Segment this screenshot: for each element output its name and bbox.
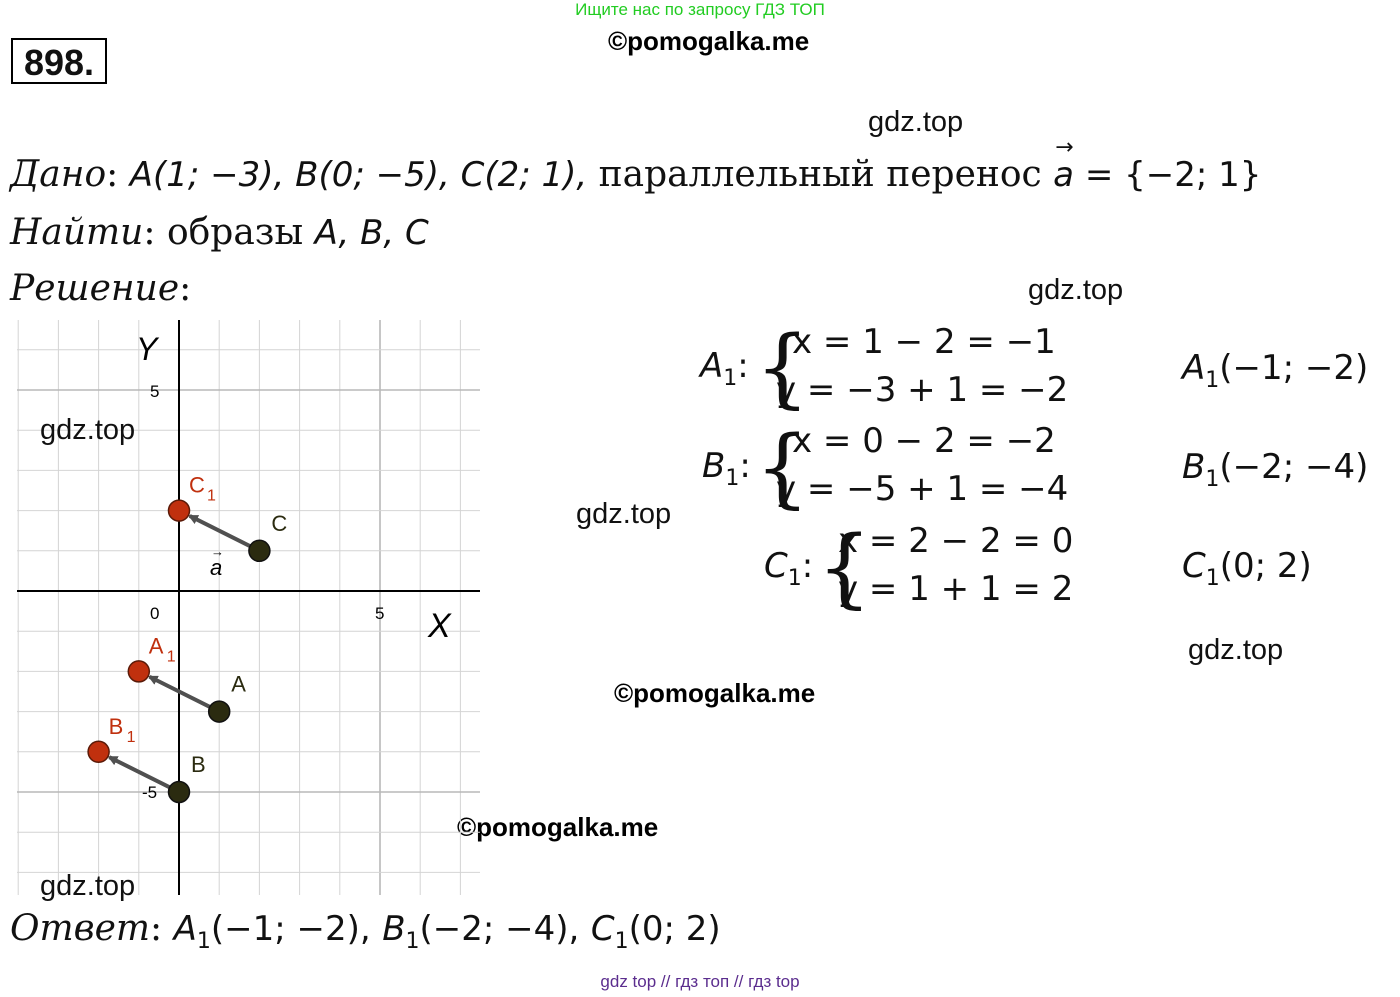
image-label-sub-b1: 1 (126, 728, 136, 746)
brace-c1: { (817, 518, 872, 618)
result-c1: $C_1(0$; 2) (1182, 546, 1312, 591)
watermark-gdz-4: gdz.top (1188, 634, 1284, 666)
point-label-c: C (271, 510, 288, 536)
watermark-gdz-3: gdz.top (576, 498, 672, 530)
vector-arrow-icon: → (1055, 135, 1074, 160)
brace-b1: { (755, 418, 810, 518)
answer-label: Ответ (10, 908, 151, 949)
vector-label (210, 544, 224, 580)
system-a1-eq2: y = −3 + 1 = −2 (776, 370, 1069, 410)
image-point-b1 (88, 741, 109, 762)
system-c1-eq2: y = 1 + 1 = 2 (838, 569, 1074, 609)
image-label-sub-c1: 1 (207, 487, 216, 505)
vector-a: → a (1053, 135, 1075, 195)
point-c (249, 540, 270, 561)
find-label: Найти (10, 212, 144, 253)
image-point-c1 (169, 500, 190, 521)
task-number: 898. (11, 38, 107, 84)
image-point-a1 (128, 661, 149, 682)
given-line: Дано: A(1; −3), B(0; −5), C(2; 1), параллельный перенос → a = {−2; 1} (10, 135, 1262, 195)
system-a1-eq1: x = 1 − 2 = −1 (792, 322, 1056, 362)
copyright-top: ©pomogalka.me (608, 26, 810, 56)
given-transfer-text: параллельный перенос (598, 154, 1042, 195)
watermark-gdz-1: gdz.top (868, 106, 964, 138)
search-hint: Ищите нас по запросу ГДЗ ТОП (575, 0, 825, 19)
answer-a1: $A_1(-1$; −2), (173, 909, 371, 954)
solution-label: Решение (10, 268, 180, 309)
point-a (209, 701, 230, 722)
system-b1-eq1: x = 0 − 2 = −2 (792, 421, 1056, 461)
result-a1: $A_1(-1$; −2) (1182, 348, 1369, 393)
point-label-a: A (231, 671, 246, 697)
footer-links: gdz top // гдз топ // гдз top (600, 972, 800, 991)
tick-x-five: 5 (375, 604, 385, 623)
watermark-pomogalka-2: ©pomogalka.me (457, 812, 659, 842)
image-label-c1: C (189, 472, 205, 498)
given-label: Дано (10, 154, 107, 195)
system-b1-name: $B_1$: (702, 446, 751, 491)
image-label-b1: B (108, 713, 124, 739)
watermark-pomogalka-1: ©pomogalka.me (614, 678, 816, 708)
find-items: A, B, C (314, 213, 429, 253)
result-b1: $B_1(-2$; −4) (1182, 447, 1369, 492)
system-c1-eq1: x = 2 − 2 = 0 (838, 521, 1074, 561)
find-text: образы (166, 212, 304, 253)
x-axis-label: X (428, 607, 451, 645)
svg-text:a: a (210, 555, 223, 580)
system-b1-eq2: y = −5 + 1 = −4 (776, 469, 1069, 509)
graph-points (88, 473, 287, 803)
image-label-sub-a1: 1 (166, 648, 176, 666)
system-a1-name: $A_1$: (700, 346, 749, 391)
tick-y-five: 5 (150, 382, 160, 401)
vector-label-arrow-icon: → (211, 544, 224, 559)
grid-lines (17, 320, 480, 895)
brace-a1: { (755, 318, 810, 418)
answer-line: Ответ: $A_1(-1$; −2), $B_1(-2$; −4), $C_1(0$; 2) (10, 908, 721, 954)
vector-value: = {−2; 1} (1084, 155, 1262, 195)
y-axis-label: Y (136, 331, 158, 367)
image-label-a1: A (148, 633, 164, 659)
given-points: A(1; −3), B(0; −5), C(2; 1), (129, 155, 588, 195)
point-b (169, 782, 190, 803)
solution-line: Решение: (10, 268, 192, 309)
watermark-gdz-6: gdz.top (40, 870, 136, 902)
system-c1-name: $C_1$: (764, 546, 814, 591)
answer-c1: $C_1(0$; 2) (590, 909, 721, 954)
watermark-gdz-2: gdz.top (1028, 274, 1124, 306)
tick-y-minus-five: -5 (142, 783, 158, 802)
answer-b1: $B_1(-2$; −4), (382, 909, 580, 954)
tick-origin: 0 (150, 604, 160, 623)
translation-arrows (109, 516, 268, 797)
point-label-b: B (191, 752, 206, 777)
watermark-gdz-5: gdz.top (40, 414, 136, 446)
find-line: Найти: образы A, B, C (10, 212, 429, 253)
